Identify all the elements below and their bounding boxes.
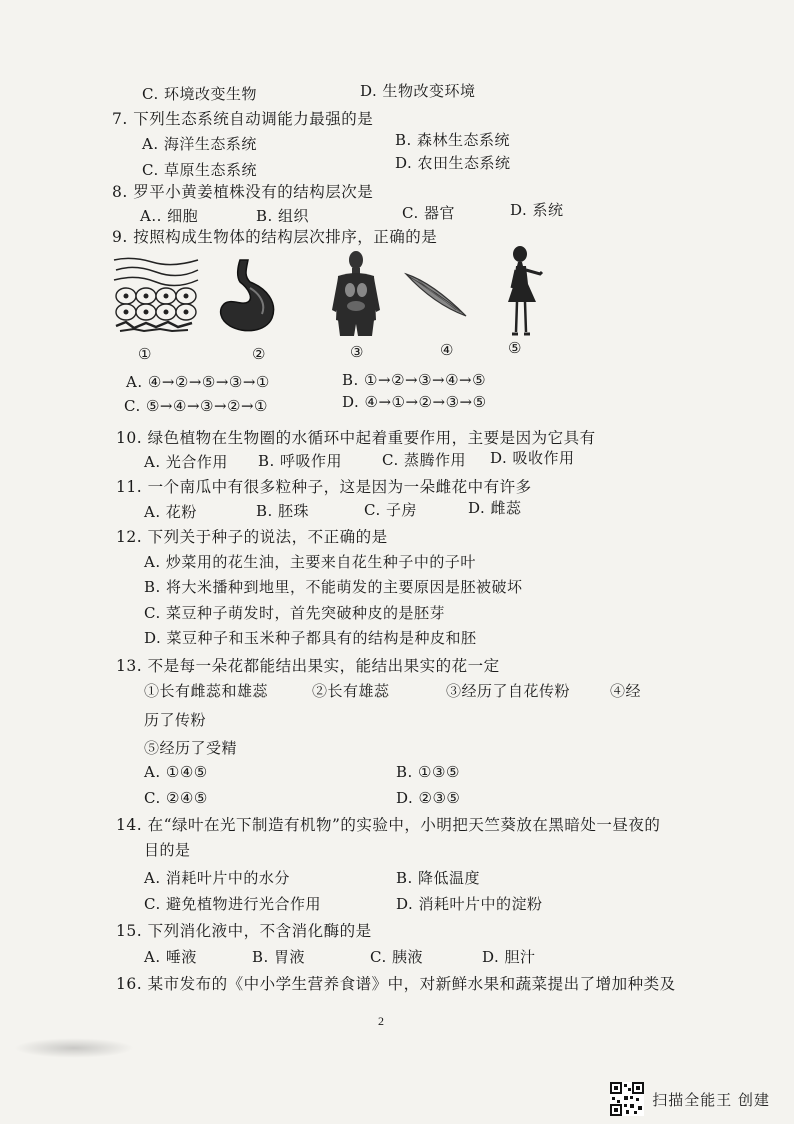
question-15: 15. 下列消化液中，不含消化酶的是 xyxy=(116,922,372,940)
q15-option-c: C. 胰液 xyxy=(370,948,423,966)
q14-option-c: C. 避免植物进行光合作用 xyxy=(144,895,321,913)
q12-option-c: C. 菜豆种子萌发时，首先突破种皮的是胚芽 xyxy=(144,604,445,622)
q13-statement-4-cont: 历了传粉 xyxy=(144,711,207,729)
figure-label-5: ⑤ xyxy=(508,339,522,357)
q9-option-c: C. ⑤→④→③→②→① xyxy=(124,397,268,415)
question-10: 10. 绿色植物在生物圈的水循环中起着重要作用，主要是因为它具有 xyxy=(116,429,596,447)
q10-option-c: C. 蒸腾作用 xyxy=(382,451,466,469)
question-9: 9. 按照构成生物体的结构层次排序，正确的是 xyxy=(112,228,438,246)
question-7: 7. 下列生态系统自动调能力最强的是 xyxy=(112,110,374,128)
scanner-watermark-text: 扫描全能王 创建 xyxy=(652,1090,770,1109)
q15-option-a: A. 唾液 xyxy=(144,948,197,966)
q7-option-a: A. 海洋生态系统 xyxy=(142,135,257,153)
q13-statement-5: ⑤经历了受精 xyxy=(144,739,238,757)
q13-statement-4: ④经 xyxy=(610,682,642,700)
q10-option-a: A. 光合作用 xyxy=(144,453,228,471)
q14-option-b: B. 降低温度 xyxy=(396,869,481,887)
human-torso-icon xyxy=(330,250,382,336)
figure-label-4: ④ xyxy=(440,341,454,359)
q13-statement-2: ②长有雄蕊 xyxy=(312,682,390,700)
muscle-leaf-icon xyxy=(404,270,468,320)
q9-option-a: A. ④→②→⑤→③→① xyxy=(126,373,270,391)
q6-option-c: C. 环境改变生物 xyxy=(142,85,257,103)
q13-statement-3: ③经历了自花传粉 xyxy=(446,682,571,700)
question-8: 8. 罗平小黄姜植株没有的结构层次是 xyxy=(112,183,374,201)
question-12: 12. 下列关于种子的说法，不正确的是 xyxy=(116,528,388,546)
q13-option-a: A. ①④⑤ xyxy=(144,763,208,781)
q7-option-c: C. 草原生态系统 xyxy=(142,161,257,179)
q11-option-b: B. 胚珠 xyxy=(256,502,310,520)
q14-option-d: D. 消耗叶片中的淀粉 xyxy=(396,895,543,913)
q14-option-a: A. 消耗叶片中的水分 xyxy=(144,869,290,887)
q8-option-c: C. 器官 xyxy=(402,204,455,222)
q10-option-d: D. 吸收作用 xyxy=(490,449,575,467)
question-11: 11. 一个南瓜中有很多粒种子，这是因为一朵雌花中有许多 xyxy=(116,478,532,496)
q9-option-b: B. ①→②→③→④→⑤ xyxy=(342,371,487,389)
question-13: 13. 不是每一朵花都能结出果实，能结出果实的花一定 xyxy=(116,657,500,675)
q7-option-d: D. 农田生态系统 xyxy=(395,154,511,172)
question-16: 16. 某市发布的《中小学生营养食谱》中，对新鲜水果和蔬菜提出了增加种类及 xyxy=(116,975,676,993)
q8-option-d: D. 系统 xyxy=(510,201,564,219)
q12-option-d: D. 菜豆种子和玉米种子都具有的结构是种皮和胚 xyxy=(144,629,477,647)
q7-option-b: B. 森林生态系统 xyxy=(395,131,511,149)
q15-option-d: D. 胆汁 xyxy=(482,948,536,966)
question-14: 14. 在“绿叶在光下制造有机物”的实验中，小明把天竺葵放在黑暗处一昼夜的 xyxy=(116,816,661,834)
girl-figure-icon xyxy=(506,244,550,340)
q11-option-a: A. 花粉 xyxy=(144,503,197,521)
q14-line-2: 目的是 xyxy=(144,841,191,859)
q8-option-a: A.. 细胞 xyxy=(140,207,199,225)
q15-option-b: B. 胃液 xyxy=(252,948,306,966)
figure-label-3: ③ xyxy=(350,343,364,361)
q11-option-d: D. 雌蕊 xyxy=(468,499,522,517)
q13-option-b: B. ①③⑤ xyxy=(396,763,460,781)
qr-code-icon xyxy=(610,1082,644,1116)
q11-option-c: C. 子房 xyxy=(364,501,417,519)
cell-tissue-icon xyxy=(112,256,200,334)
q12-option-a: A. 炒菜用的花生油，主要来自花生种子中的子叶 xyxy=(144,553,476,571)
q9-option-d: D. ④→①→②→③→⑤ xyxy=(342,393,487,411)
page-number: 2 xyxy=(378,1014,384,1028)
q13-option-d: D. ②③⑤ xyxy=(396,789,461,807)
q12-option-b: B. 将大米播种到地里，不能萌发的主要原因是胚被破坏 xyxy=(144,578,523,596)
q10-option-b: B. 呼吸作用 xyxy=(258,452,343,470)
q13-option-c: C. ②④⑤ xyxy=(144,789,208,807)
q6-option-d: D. 生物改变环境 xyxy=(360,82,476,100)
scan-smudge xyxy=(14,1038,134,1058)
stomach-icon xyxy=(214,258,282,334)
scanner-watermark xyxy=(610,1082,770,1116)
q8-option-b: B. 组织 xyxy=(256,207,310,225)
q13-statement-1: ①长有雌蕊和雄蕊 xyxy=(144,682,269,700)
figure-label-2: ② xyxy=(252,345,266,363)
figure-label-1: ① xyxy=(138,345,152,363)
